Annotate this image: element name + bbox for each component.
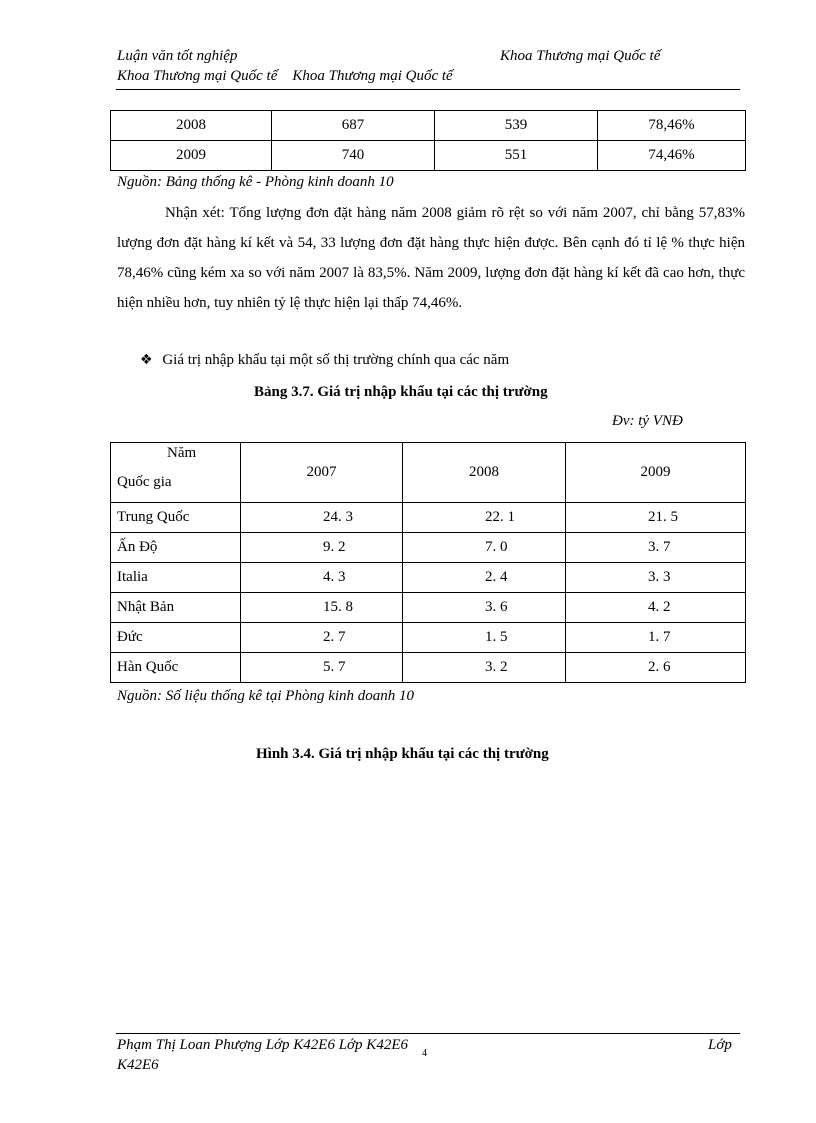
value-cell: 4. 2 xyxy=(566,593,746,623)
table-row xyxy=(111,653,746,683)
footer-class: K42E6 xyxy=(117,1057,159,1073)
table-cell: 74,46% xyxy=(598,141,746,171)
value-cell: 2. 7 xyxy=(241,623,403,653)
footer-right-label: Lớp xyxy=(708,1037,732,1053)
country-cell: Nhật Bản xyxy=(111,593,241,623)
table-row xyxy=(111,533,746,563)
value-cell: 22. 1 xyxy=(403,503,566,533)
table-cell: 2008 xyxy=(111,111,272,141)
bullet-text: Giá trị nhập khẩu tại một số thị trường chính qua các năm xyxy=(162,352,510,368)
corner-header-cell xyxy=(111,443,241,503)
corner-country-label: Quốc gia xyxy=(117,474,172,490)
table-caption: Bảng 3.7. Giá trị nhập khẩu tại các thị trường xyxy=(254,384,548,400)
table-row xyxy=(111,593,746,623)
value-cell: 15. 8 xyxy=(241,593,403,623)
header-left-title: Luận văn tốt nghiệp xyxy=(117,48,238,64)
footer-author: Phạm Thị Loan Phượng Lớp K42E6 Lớp K42E6 xyxy=(117,1037,408,1053)
table-cell: 551 xyxy=(435,141,598,171)
table-row xyxy=(111,141,746,171)
country-cell: Italia xyxy=(111,563,241,593)
country-cell: Trung Quốc xyxy=(111,503,241,533)
value-cell: 1. 7 xyxy=(566,623,746,653)
table-row xyxy=(111,623,746,653)
country-cell: Ấn Độ xyxy=(111,533,241,563)
value-cell: 9. 2 xyxy=(241,533,403,563)
source-note: Nguồn: Số liệu thống kê tại Phòng kinh doanh 10 xyxy=(117,688,415,704)
header-right-title: Khoa Thương mại Quốc tế xyxy=(500,48,661,64)
value-cell: 4. 3 xyxy=(241,563,403,593)
value-cell: 3. 3 xyxy=(566,563,746,593)
year-header: 2007 xyxy=(241,443,403,503)
commentary-paragraph: Nhận xét: Tổng lượng đơn đặt hàng năm 2008 giảm rõ rệt so với năm 2007, chỉ bằng 57,83% lượng đơn đặt hàng kí kết và 54, 33 lượng đơn đặt hàng thực hiện được. Bên cạnh đó tỉ lệ % thực hiện 78,46% cũng kém xa so với năm 2007 là 83,5%. Năm 2009, lượng đơn đặt hàng kí kết đã cao hơn, thực hiện nhiều hơn, tuy nhiên tỷ lệ thực hiện lại thấp 74,46%. xyxy=(117,205,745,311)
diamond-bullet-icon: ❖ xyxy=(140,352,153,368)
value-cell: 5. 7 xyxy=(241,653,403,683)
table-cell: 539 xyxy=(435,111,598,141)
unit-label: Đv: tỷ VNĐ xyxy=(612,413,683,429)
value-cell: 3. 7 xyxy=(566,533,746,563)
table-cell: 78,46% xyxy=(598,111,746,141)
value-cell: 2. 6 xyxy=(566,653,746,683)
figure-caption: Hình 3.4. Giá trị nhập khẩu tại các thị trường xyxy=(256,746,549,762)
table-cell: 740 xyxy=(272,141,435,171)
table-cell: 687 xyxy=(272,111,435,141)
value-cell: 1. 5 xyxy=(403,623,566,653)
page-number: 4 xyxy=(422,1048,427,1059)
value-cell: 3. 6 xyxy=(403,593,566,623)
value-cell: 24. 3 xyxy=(241,503,403,533)
order-table xyxy=(110,110,746,171)
footer-rule xyxy=(116,1033,740,1034)
import-value-table xyxy=(110,442,746,683)
header-second-line: Khoa Thương mại Quốc tế Khoa Thương mại Quốc tế xyxy=(117,68,453,84)
year-header: 2008 xyxy=(403,443,566,503)
table-cell: 2009 xyxy=(111,141,272,171)
source-note: Nguồn: Bảng thống kê - Phòng kinh doanh 10 xyxy=(117,174,394,190)
country-cell: Đức xyxy=(111,623,241,653)
table-header-row xyxy=(111,443,746,503)
year-header: 2009 xyxy=(566,443,746,503)
table-row xyxy=(111,503,746,533)
value-cell: 2. 4 xyxy=(403,563,566,593)
table-row xyxy=(111,111,746,141)
corner-year-label: Năm xyxy=(167,445,197,461)
bullet-item xyxy=(140,352,509,369)
value-cell: 7. 0 xyxy=(403,533,566,563)
table-row xyxy=(111,563,746,593)
value-cell: 3. 2 xyxy=(403,653,566,683)
country-cell: Hàn Quốc xyxy=(111,653,241,683)
header-rule xyxy=(116,89,740,90)
value-cell: 21. 5 xyxy=(566,503,746,533)
